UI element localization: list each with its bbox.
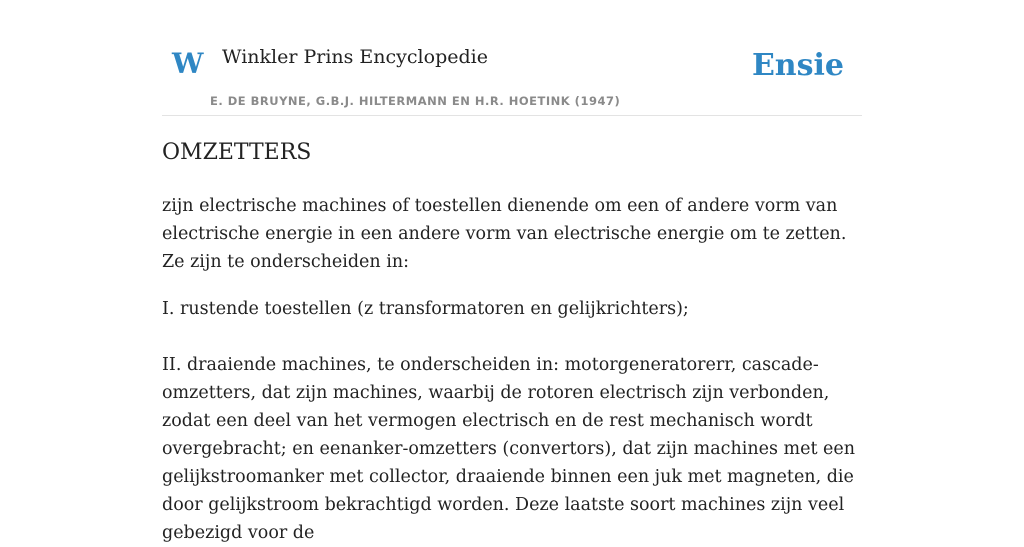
- source-title[interactable]: Winkler Prins Encyclopedie: [222, 46, 488, 68]
- ensie-logo[interactable]: Ensie: [751, 48, 844, 83]
- source-header: [162, 40, 862, 116]
- winkler-prins-logo[interactable]: W: [172, 47, 204, 80]
- article-headword: OMZETTERS: [162, 140, 312, 165]
- article-paragraph: I. rustende toestellen (z transformatoren en gelijkrichters);: [162, 299, 689, 319]
- article-paragraph: II. draaiende machines, te onderscheiden in: motorgeneratorerr, cascade-omzetters, dat zijn machines, waarbij de rotoren electrisch zijn verbonden, zodat een deel van het vermogen electrisch en de rest mechanisch wordt overgebracht; en eenanker-omzetters (convertors), dat zijn machines met een gelijkstroomanker met collector, draaiende binnen een juk met magneten, die door gelijkstroom bekrachtigd worden. Deze laatste soort machines zijn veel gebezigd voor de: [162, 355, 856, 543]
- article-paragraph: zijn electrische machines of toestellen dienende om een of andere vorm van electrische energie in een andere vorm van electrische energie om te zetten. Ze zijn te onderscheiden in:: [162, 196, 847, 272]
- source-authors: E. DE BRUYNE, G.B.J. HILTERMANN EN H.R. HOETINK (1947): [210, 94, 621, 108]
- article-body: [162, 192, 862, 547]
